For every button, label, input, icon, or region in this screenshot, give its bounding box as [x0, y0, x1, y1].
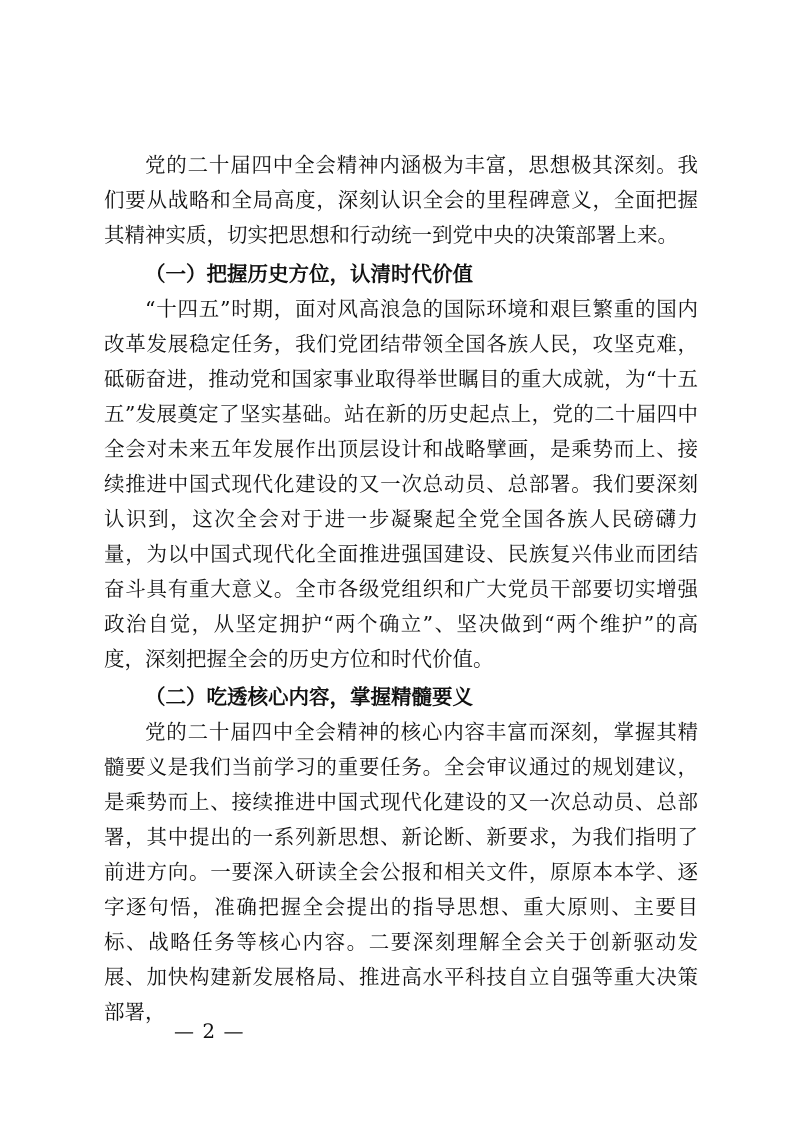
page-number: — 2 — — [174, 1019, 245, 1043]
intro-paragraph: 党的二十届四中全会精神内涵极为丰富，思想极其深刻。我们要从战略和全局高度，深刻认识全会的里程碑意义，全面把握其精神实质，切实把思想和行动统一到党中央的决策部署上来。 — [104, 153, 698, 247]
section-2-heading: （二）吃透核心内容，掌握精髓要义 — [145, 685, 473, 709]
section-1-paragraph: “十四五”时期，面对风高浪急的国际环境和艰巨繁重的国内改革发展稳定任务，我们党团结带领全国各族人民，攻坚克难，砥砺奋进，推动党和国家事业取得举世瞩目的重大成就，为“十五五”发展奠定了坚实基础。站在新的历史起点上，党的二十届四中全会对未来五年发展作出顶层设计和战略擘画，是乘势而上、接续推进中国式现代化建设的又一次总动员、总部署。我们要深刻认识到，这次全会对于进一步凝聚起全党全国各族人民磅礴力量，为以中国式现代化全面推进强国建设、民族复兴伟业而团结奋斗具有重大意义。全市各级党组织和广大党员干部要切实增强政治自觉，从坚定拥护“两个确立”、坚决做到“两个维护”的高度，深刻把握全会的历史方位和时代价值。 — [104, 297, 698, 671]
document-body — [104, 148, 698, 1030]
section-2-paragraph: 党的二十届四中全会精神的核心内容丰富而深刻，掌握其精髓要义是我们当前学习的重要任务。全会审议通过的规划建议，是乘势而上、接续推进中国式现代化建设的又一次总动员、总部署，其中提出的一系列新思想、新论断、新要求，为我们指明了前进方向。一要深入研读全会公报和相关文件，原原本本学、逐字逐句悟，准确把握全会提出的指导思想、重大原则、主要目标、战略任务等核心内容。二要深刻理解全会关于创新驱动发展、加快构建新发展格局、推进高水平科技自立自强等重大决策部署， — [104, 720, 698, 1024]
section-1-heading: （一）把握历史方位，认清时代价值 — [145, 262, 473, 286]
